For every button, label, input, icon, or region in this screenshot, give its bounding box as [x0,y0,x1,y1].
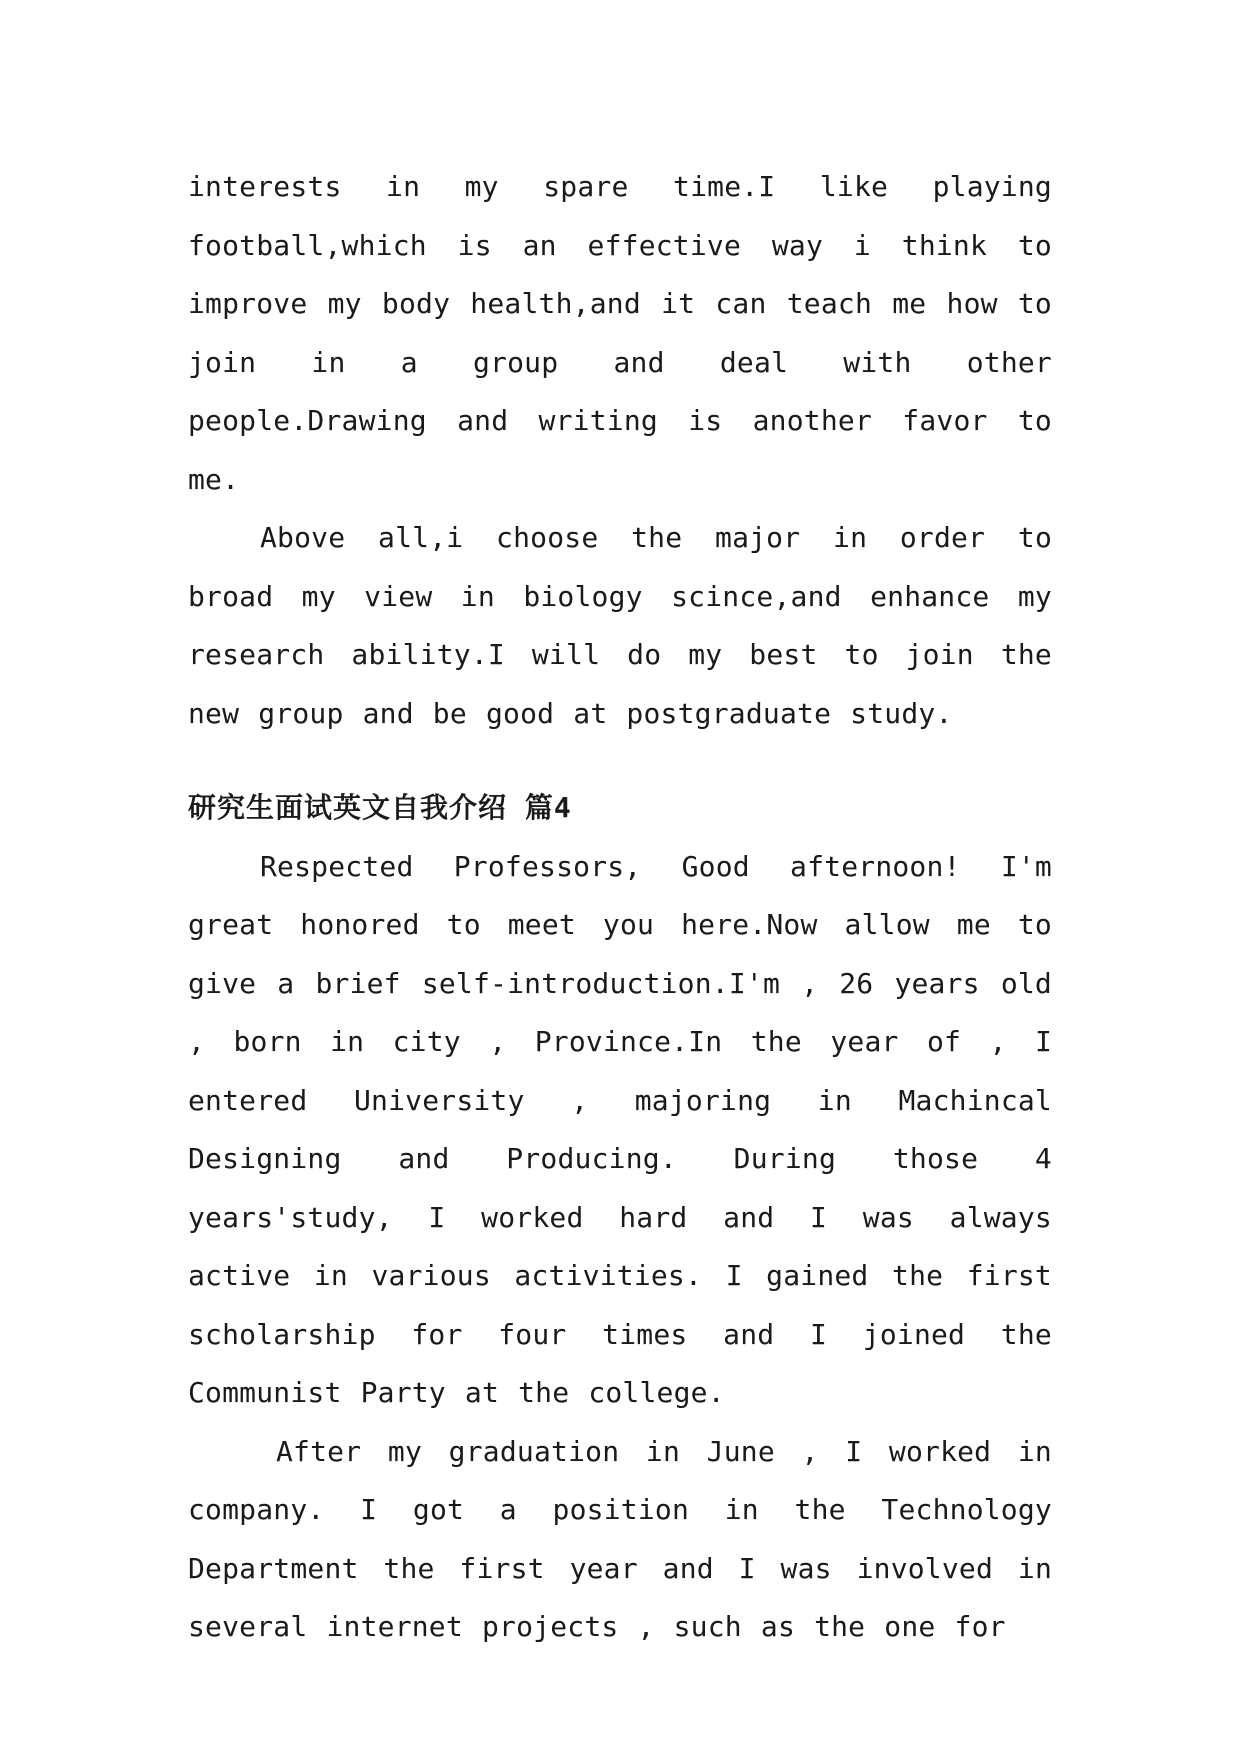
paragraph-self-introduction: Respected Professors, Good afternoon! I'm great honored to meet you here.Now allow me to give a brief self-introduction.I'm , 26 years old , born in city , Province.In the year of , I entered University , majoring in Machincal Designing and Producing. During those 4 years'study, I worked hard and I was always active in various activities. I gained the first scholarship for four times and I joined the Communist Party at the college. [188,849,1052,1409]
document-page [188,158,1052,1657]
section-heading: 研究生面试英文自我介绍 篇4 [188,791,572,824]
paragraph-work-experience: After my graduation in June , I worked in company. I got a position in the Technology Department the first year and I was involved in several internet projects , such as the one for [188,1434,1052,1643]
paragraph-hobbies: interests in my spare time.I like playing football,which is an effective way i think to improve my body health,and it can teach me how to join in a group and deal with other people.Drawing and writing is another favor to me. [188,170,1052,496]
paragraph-major-goals: Above all,i choose the major in order to broad my view in biology scince,and enhance my research ability.I will do my best to join the new group and be good at postgraduate study. [188,521,1052,730]
